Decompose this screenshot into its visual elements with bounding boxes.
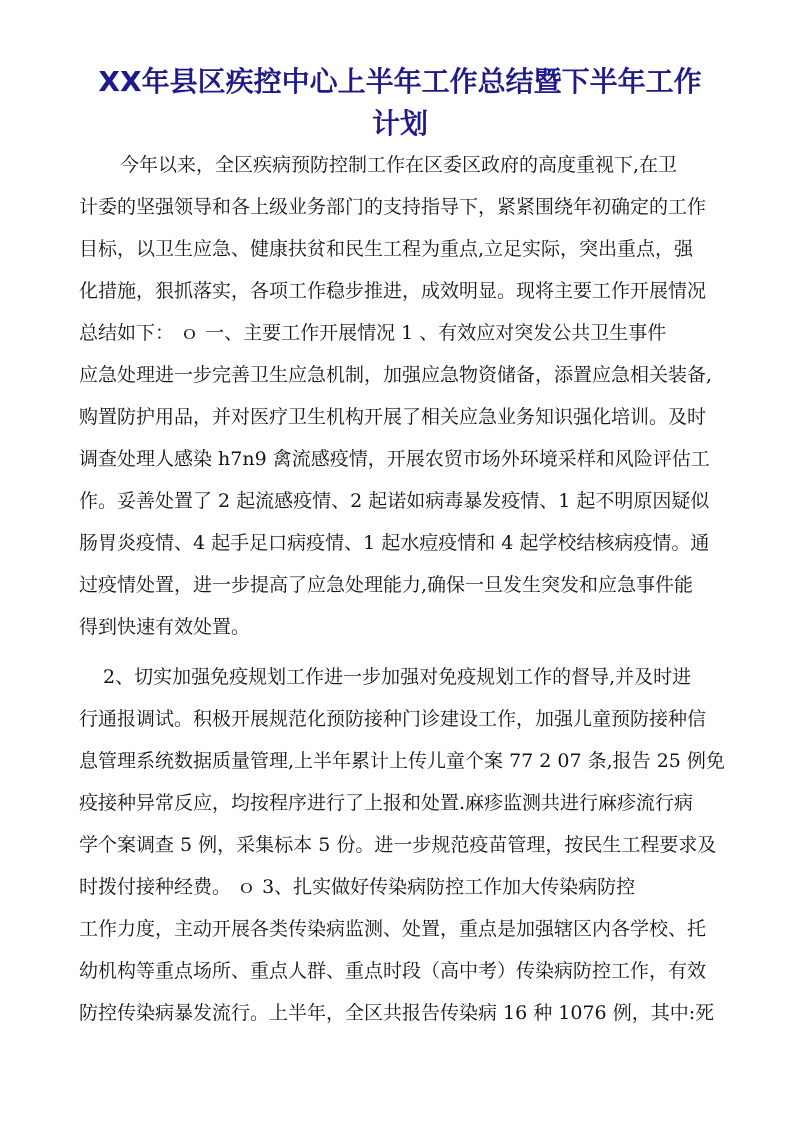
body-line: 总结如下： ｏ 一、主要工作开展情况 1 、有效应对突发公共卫生事件	[79, 322, 667, 344]
body-line: 目标，以卫生应急、健康扶贫和民生工程为重点,立足实际，突出重点，强	[79, 238, 694, 260]
document-title-line-2: 计划	[371, 107, 428, 140]
body-line: 调查处理人感染 h7n9 禽流感疫情，开展农贸市场外环境采样和风险评估工	[79, 448, 710, 470]
body-line: 得到快速有效处置。	[79, 616, 251, 638]
body-line: 购置防护用品，并对医疗卫生机构开展了相关应急业务知识强化培训。及时	[79, 406, 707, 428]
body-line: 2、切实加强免疫规划工作进一步加强对免疫规划工作的督导,并及时进	[103, 666, 692, 688]
body-line: 幼机构等重点场所、重点人群、重点时段（高中考）传染病防控工作，有效	[79, 960, 707, 982]
body-line: 行通报调试。积极开展规范化预防接种门诊建设工作，加强儿童预防接种信	[79, 708, 707, 730]
body-line: 作。妥善处置了 2 起流感疫情、2 起诺如病毒暴发疫情、1 起不明原因疑似	[79, 490, 710, 512]
body-line: 息管理系统数据质量管理,上半年累计上传儿童个案 77 2 07 条,报告 25 例免	[79, 750, 725, 772]
body-line: 肠胃炎疫情、4 起手足口病疫情、1 起水痘疫情和 4 起学校结核病疫情。通	[79, 532, 710, 554]
body-line: 学个案调查 5 例，采集标本 5 份。进一步规范疫苗管理，按民生工程要求及	[79, 834, 717, 856]
body-line: 过疫情处置，进一步提高了应急处理能力,确保一旦发生突发和应急事件能	[79, 574, 694, 596]
body-line: 工作力度，主动开展各类传染病监测、处置，重点是加强辖区内各学校、托	[79, 918, 707, 940]
document-title-line-1: XX年县区疾控中心上半年工作总结暨下半年工作	[98, 65, 702, 98]
body-line: 计委的坚强领导和各上级业务部门的支持指导下，紧紧围绕年初确定的工作	[79, 196, 707, 218]
body-line: 化措施，狠抓落实，各项工作稳步推进，成效明显。现将主要工作开展情况	[79, 280, 707, 302]
body-line: 应急处理进一步完善卫生应急机制，加强应急物资储备，添置应急相关装备,	[79, 364, 713, 386]
body-line: 今年以来，全区疾病预防控制工作在区委区政府的高度重视下,在卫	[120, 154, 678, 176]
body-line: 防控传染病暴发流行。上半年，全区共报告传染病 16 种 1076 例，其中:死	[79, 1002, 715, 1024]
body-line: 疫接种异常反应，均按程序进行了上报和处置.麻疹监测共进行麻疹流行病	[79, 792, 694, 814]
body-line: 时拨付接种经费。 ｏ 3、扎实做好传染病防控工作加大传染病防控	[79, 876, 636, 898]
